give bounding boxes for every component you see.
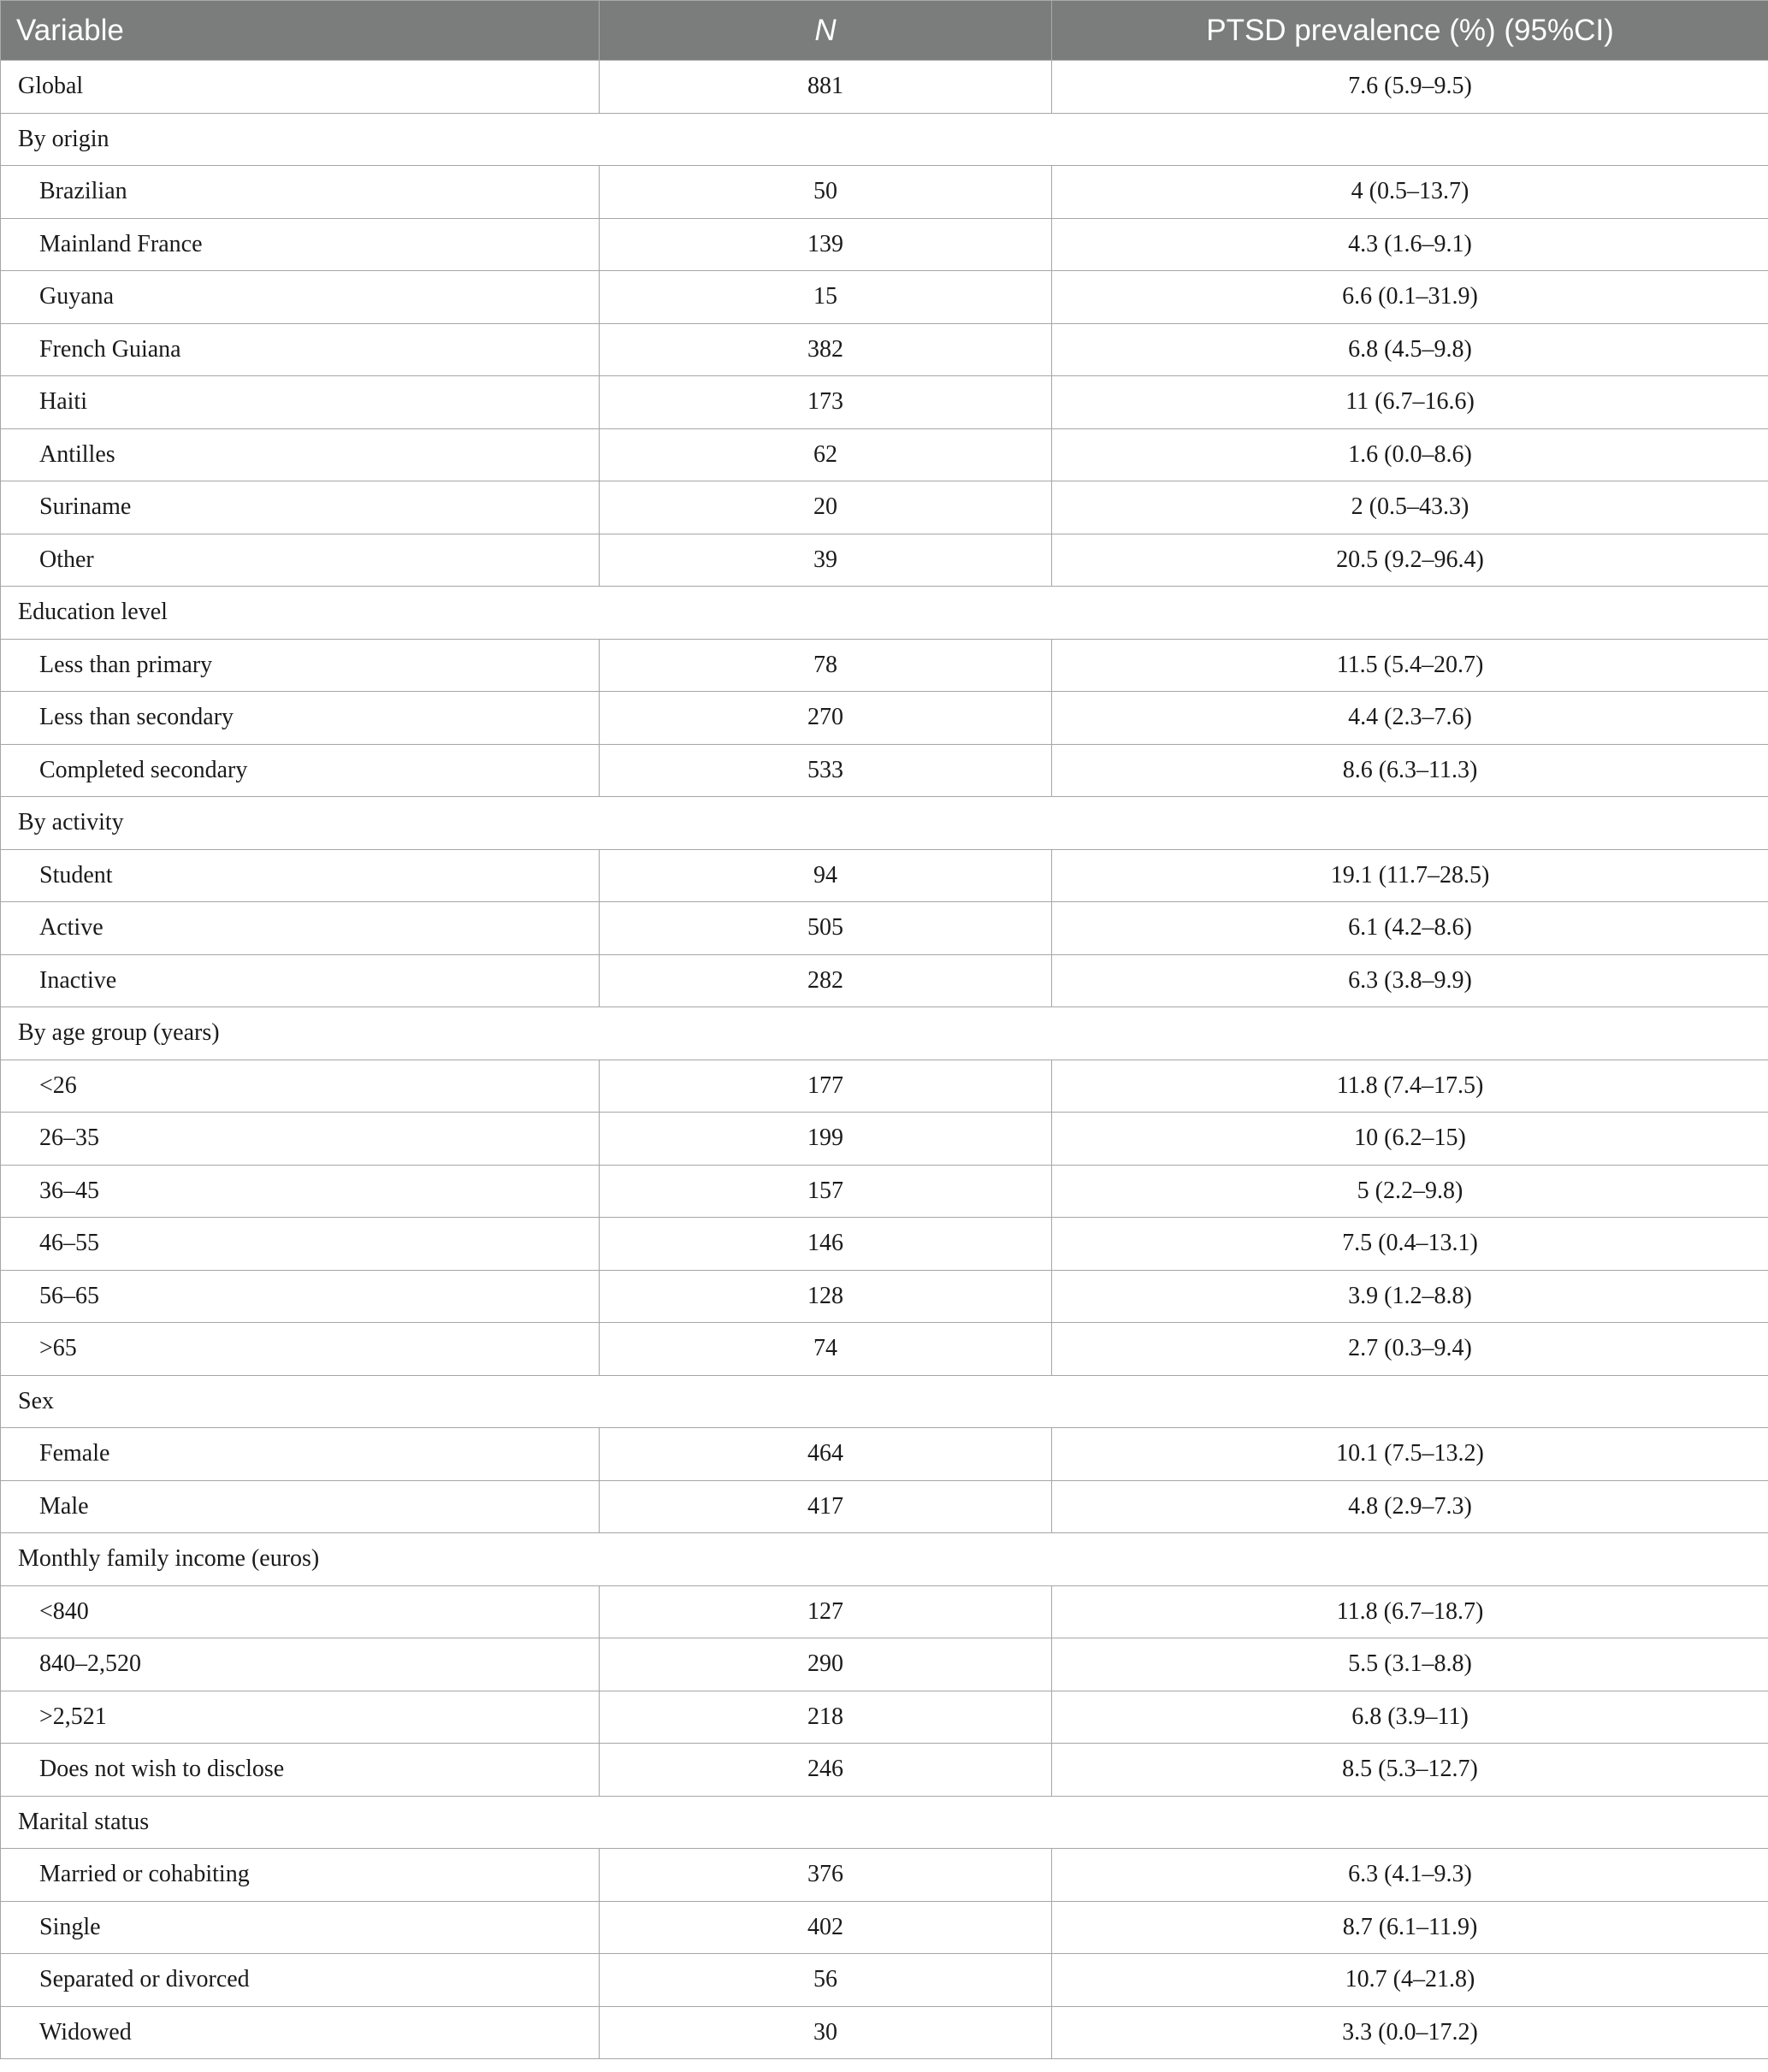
- row-n-value: 246: [600, 1744, 1052, 1797]
- row-label: Mainland France: [1, 218, 600, 271]
- row-prevalence-value: 19.1 (11.7–28.5): [1052, 849, 1768, 902]
- row-prevalence-value: 10.7 (4–21.8): [1052, 1954, 1768, 2007]
- row-label: Active: [1, 902, 600, 955]
- row-prevalence-value: 20.5 (9.2–96.4): [1052, 534, 1768, 587]
- table-row: [1, 376, 1768, 429]
- row-prevalence-value: 3.9 (1.2–8.8): [1052, 1270, 1768, 1323]
- row-prevalence-value: 1.6 (0.0–8.6): [1052, 428, 1768, 481]
- section-row: [1, 797, 1768, 850]
- row-label: Student: [1, 849, 600, 902]
- table-row: [1, 1060, 1768, 1113]
- table-row: [1, 849, 1768, 902]
- row-prevalence-value: 7.5 (0.4–13.1): [1052, 1218, 1768, 1271]
- row-prevalence-value: 4 (0.5–13.7): [1052, 166, 1768, 219]
- table-row: [1, 639, 1768, 692]
- table-row: [1, 61, 1768, 114]
- row-label: Less than primary: [1, 639, 600, 692]
- row-n-value: 139: [600, 218, 1052, 271]
- row-prevalence-value: 2 (0.5–43.3): [1052, 481, 1768, 534]
- row-label: >65: [1, 1323, 600, 1376]
- row-prevalence-value: 6.8 (4.5–9.8): [1052, 323, 1768, 376]
- table-row: [1, 902, 1768, 955]
- row-label: <26: [1, 1060, 600, 1113]
- row-prevalence-value: 4.3 (1.6–9.1): [1052, 218, 1768, 271]
- row-prevalence-value: 8.6 (6.3–11.3): [1052, 744, 1768, 797]
- row-n-value: 505: [600, 902, 1052, 955]
- table-row: [1, 1849, 1768, 1902]
- row-n-value: 56: [600, 1954, 1052, 2007]
- row-prevalence-value: 10 (6.2–15): [1052, 1113, 1768, 1166]
- row-label: Widowed: [1, 2006, 600, 2059]
- row-label: Single: [1, 1901, 600, 1954]
- row-n-value: 15: [600, 271, 1052, 324]
- row-n-value: 50: [600, 166, 1052, 219]
- table-row: [1, 1428, 1768, 1481]
- row-label: 36–45: [1, 1165, 600, 1218]
- column-header-n: N: [600, 1, 1052, 61]
- section-label: Sex: [1, 1375, 1768, 1428]
- row-n-value: 30: [600, 2006, 1052, 2059]
- row-label: Married or cohabiting: [1, 1849, 600, 1902]
- row-label: Completed secondary: [1, 744, 600, 797]
- section-row: [1, 587, 1768, 640]
- table-row: [1, 271, 1768, 324]
- row-label: Does not wish to disclose: [1, 1744, 600, 1797]
- row-prevalence-value: 5 (2.2–9.8): [1052, 1165, 1768, 1218]
- row-label: Less than secondary: [1, 692, 600, 745]
- row-prevalence-value: 5.5 (3.1–8.8): [1052, 1638, 1768, 1691]
- row-n-value: 282: [600, 954, 1052, 1007]
- row-n-value: 881: [600, 61, 1052, 114]
- table-row: [1, 1638, 1768, 1691]
- table-row: [1, 1270, 1768, 1323]
- row-n-value: 402: [600, 1901, 1052, 1954]
- row-label: Haiti: [1, 376, 600, 429]
- row-prevalence-value: 6.3 (3.8–9.9): [1052, 954, 1768, 1007]
- section-label: By age group (years): [1, 1007, 1768, 1060]
- row-n-value: 157: [600, 1165, 1052, 1218]
- table-row: [1, 1165, 1768, 1218]
- table-row: [1, 1585, 1768, 1638]
- table-row: [1, 218, 1768, 271]
- row-prevalence-value: 4.4 (2.3–7.6): [1052, 692, 1768, 745]
- row-label: Brazilian: [1, 166, 600, 219]
- row-label: French Guiana: [1, 323, 600, 376]
- row-prevalence-value: 11.8 (6.7–18.7): [1052, 1585, 1768, 1638]
- table-row: [1, 323, 1768, 376]
- section-row: [1, 113, 1768, 166]
- section-label: Marital status: [1, 1796, 1768, 1849]
- row-n-value: 62: [600, 428, 1052, 481]
- table-row: [1, 534, 1768, 587]
- row-prevalence-value: 11.5 (5.4–20.7): [1052, 639, 1768, 692]
- row-n-value: 39: [600, 534, 1052, 587]
- table-row: [1, 1480, 1768, 1533]
- section-label: Monthly family income (euros): [1, 1533, 1768, 1586]
- row-label: Male: [1, 1480, 600, 1533]
- section-row: [1, 1375, 1768, 1428]
- row-label: Other: [1, 534, 600, 587]
- row-prevalence-value: 2.7 (0.3–9.4): [1052, 1323, 1768, 1376]
- table-row: [1, 166, 1768, 219]
- table-row: [1, 692, 1768, 745]
- row-prevalence-value: 6.6 (0.1–31.9): [1052, 271, 1768, 324]
- row-prevalence-value: 8.7 (6.1–11.9): [1052, 1901, 1768, 1954]
- row-n-value: 417: [600, 1480, 1052, 1533]
- row-n-value: 20: [600, 481, 1052, 534]
- row-label: 46–55: [1, 1218, 600, 1271]
- row-prevalence-value: 3.3 (0.0–17.2): [1052, 2006, 1768, 2059]
- column-header-variable: Variable: [1, 1, 600, 61]
- section-row: [1, 1007, 1768, 1060]
- row-label: 840–2,520: [1, 1638, 600, 1691]
- table-row: [1, 1901, 1768, 1954]
- table-row: [1, 954, 1768, 1007]
- row-prevalence-value: 11 (6.7–16.6): [1052, 376, 1768, 429]
- section-label: By origin: [1, 113, 1768, 166]
- row-prevalence-value: 8.5 (5.3–12.7): [1052, 1744, 1768, 1797]
- row-label: Guyana: [1, 271, 600, 324]
- table-row: [1, 481, 1768, 534]
- row-label: 26–35: [1, 1113, 600, 1166]
- table-row: [1, 2006, 1768, 2059]
- row-n-value: 382: [600, 323, 1052, 376]
- row-label: Separated or divorced: [1, 1954, 600, 2007]
- row-label: <840: [1, 1585, 600, 1638]
- row-n-value: 177: [600, 1060, 1052, 1113]
- header-row: [1, 1, 1768, 61]
- row-label: Female: [1, 1428, 600, 1481]
- section-label: By activity: [1, 797, 1768, 850]
- row-n-value: 173: [600, 376, 1052, 429]
- row-n-value: 290: [600, 1638, 1052, 1691]
- row-n-value: 464: [600, 1428, 1052, 1481]
- row-n-value: 78: [600, 639, 1052, 692]
- row-prevalence-value: 10.1 (7.5–13.2): [1052, 1428, 1768, 1481]
- table-header: [1, 1, 1768, 61]
- row-prevalence-value: 4.8 (2.9–7.3): [1052, 1480, 1768, 1533]
- section-row: [1, 1533, 1768, 1586]
- row-label: >2,521: [1, 1691, 600, 1744]
- row-n-value: 270: [600, 692, 1052, 745]
- row-n-value: 127: [600, 1585, 1052, 1638]
- row-n-value: 199: [600, 1113, 1052, 1166]
- row-n-value: 74: [600, 1323, 1052, 1376]
- section-label: Education level: [1, 587, 1768, 640]
- row-prevalence-value: 6.8 (3.9–11): [1052, 1691, 1768, 1744]
- table-row: [1, 1691, 1768, 1744]
- row-prevalence-value: 7.6 (5.9–9.5): [1052, 61, 1768, 114]
- column-header-prevalence: PTSD prevalence (%) (95%CI): [1052, 1, 1768, 61]
- table-row: [1, 1218, 1768, 1271]
- row-n-value: 146: [600, 1218, 1052, 1271]
- table-row: [1, 428, 1768, 481]
- table-row: [1, 1954, 1768, 2007]
- row-n-value: 94: [600, 849, 1052, 902]
- table-row: [1, 744, 1768, 797]
- row-label: Global: [1, 61, 600, 114]
- row-prevalence-value: 11.8 (7.4–17.5): [1052, 1060, 1768, 1113]
- row-n-value: 128: [600, 1270, 1052, 1323]
- row-n-value: 376: [600, 1849, 1052, 1902]
- row-n-value: 533: [600, 744, 1052, 797]
- table-body: [1, 61, 1768, 2059]
- row-prevalence-value: 6.1 (4.2–8.6): [1052, 902, 1768, 955]
- row-label: Antilles: [1, 428, 600, 481]
- row-label: Suriname: [1, 481, 600, 534]
- table-row: [1, 1744, 1768, 1797]
- row-label: Inactive: [1, 954, 600, 1007]
- table-row: [1, 1113, 1768, 1166]
- table-row: [1, 1323, 1768, 1376]
- row-label: 56–65: [1, 1270, 600, 1323]
- row-prevalence-value: 6.3 (4.1–9.3): [1052, 1849, 1768, 1902]
- section-row: [1, 1796, 1768, 1849]
- row-n-value: 218: [600, 1691, 1052, 1744]
